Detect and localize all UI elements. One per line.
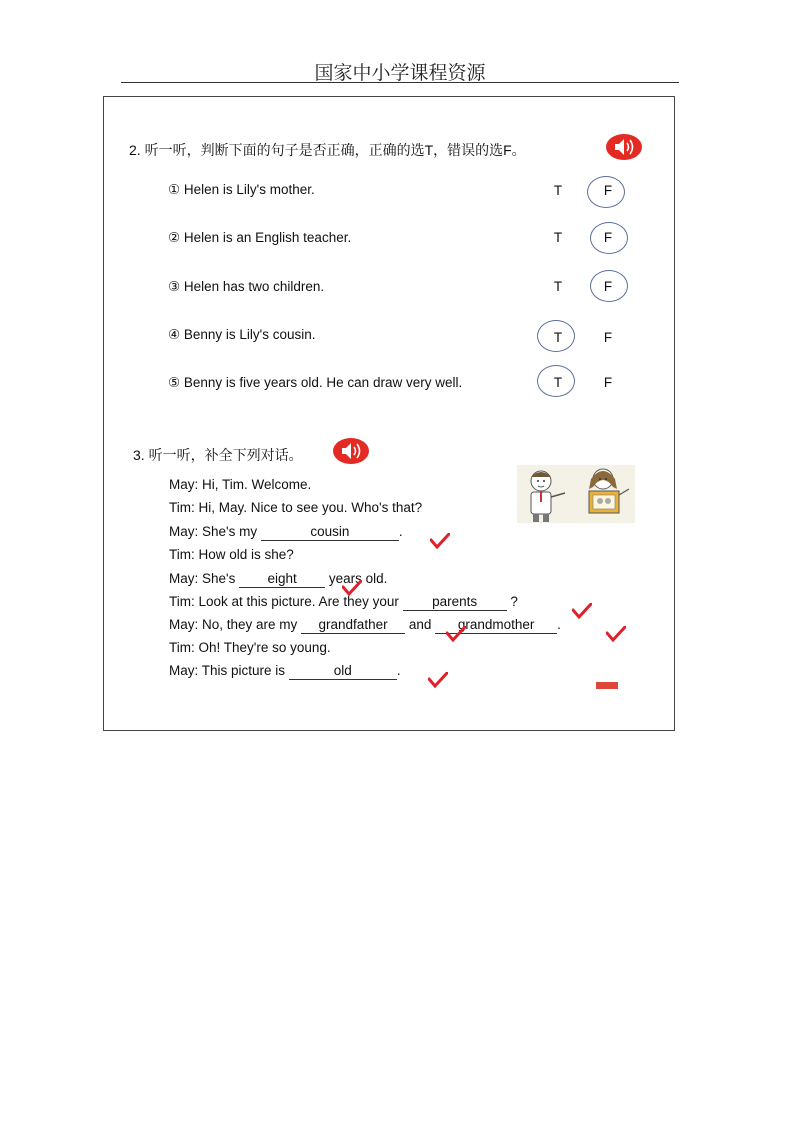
option-f[interactable]: F [603, 230, 613, 245]
option-f[interactable]: F [603, 330, 613, 345]
judge-item-text: ③ Helen has two children. [168, 279, 325, 294]
judge-item-text: ④ Benny is Lily's cousin. [168, 327, 316, 342]
page-header-title: 国家中小学课程资源 [314, 62, 486, 84]
option-f[interactable]: F [603, 375, 613, 390]
answer-circle [587, 176, 625, 208]
line-text: years old. [328, 571, 388, 586]
red-mark [596, 682, 618, 689]
line-text: . [396, 663, 401, 678]
dialogue-line: Tim: Hi, May. Nice to see you. Who's that? [169, 500, 423, 515]
option-t[interactable]: T [553, 183, 563, 198]
answer-blank[interactable]: old [289, 663, 397, 680]
answer-blank[interactable]: eight [239, 571, 325, 588]
judge-item-text: ② Helen is an English teacher. [168, 230, 352, 245]
answer-blank[interactable]: grandmother [435, 617, 557, 634]
dialogue-line [169, 663, 401, 680]
speaker-icon[interactable] [606, 134, 642, 160]
option-f[interactable]: F [603, 183, 613, 198]
option-t[interactable]: T [553, 279, 563, 294]
line-text: . [398, 524, 403, 539]
answer-circle [590, 222, 628, 254]
line-text: May: This picture is [169, 663, 286, 678]
answer-circle [537, 365, 575, 397]
line-text: . [557, 617, 561, 632]
dialogue-line [169, 524, 403, 541]
header-rule [121, 82, 679, 83]
option-t[interactable]: T [553, 330, 563, 345]
section2-title: 2. 听一听，判断下面的句子是否正确，正确的选T，错误的选F。 [129, 142, 526, 158]
answer-blank[interactable]: parents [403, 594, 507, 611]
line-text: and [408, 617, 432, 632]
dialogue-line: Tim: Oh! They're so young. [169, 640, 331, 655]
line-text: May: She's my [169, 524, 258, 539]
answer-circle [590, 270, 628, 302]
option-f[interactable]: F [603, 279, 613, 294]
answer-blank[interactable]: cousin [261, 524, 399, 541]
judge-item-text: ① Helen is Lily's mother. [168, 182, 315, 197]
line-text: May: No, they are my [169, 617, 298, 632]
option-t[interactable]: T [553, 375, 563, 390]
children-illustration [517, 465, 635, 523]
check-icon [428, 672, 448, 688]
line-text: Tim: Look at this picture. Are they your [169, 594, 399, 609]
line-text: May: She's [169, 571, 236, 586]
answer-circle [537, 320, 575, 352]
section3-title: 3. 听一听，补全下列对话。 [133, 447, 303, 463]
speaker-icon[interactable] [333, 438, 369, 464]
dialogue-line [169, 617, 561, 634]
dialogue-line: Tim: How old is she? [169, 547, 294, 562]
check-icon [606, 626, 626, 642]
check-icon [446, 626, 466, 642]
option-t[interactable]: T [553, 230, 563, 245]
answer-blank[interactable]: grandfather [301, 617, 405, 634]
check-icon [430, 533, 450, 549]
line-text: ? [510, 594, 518, 609]
dialogue-line [169, 594, 518, 611]
judge-item-text: ⑤ Benny is five years old. He can draw very well. [168, 375, 463, 390]
dialogue-line: May: Hi, Tim. Welcome. [169, 477, 312, 492]
check-icon [572, 603, 592, 619]
